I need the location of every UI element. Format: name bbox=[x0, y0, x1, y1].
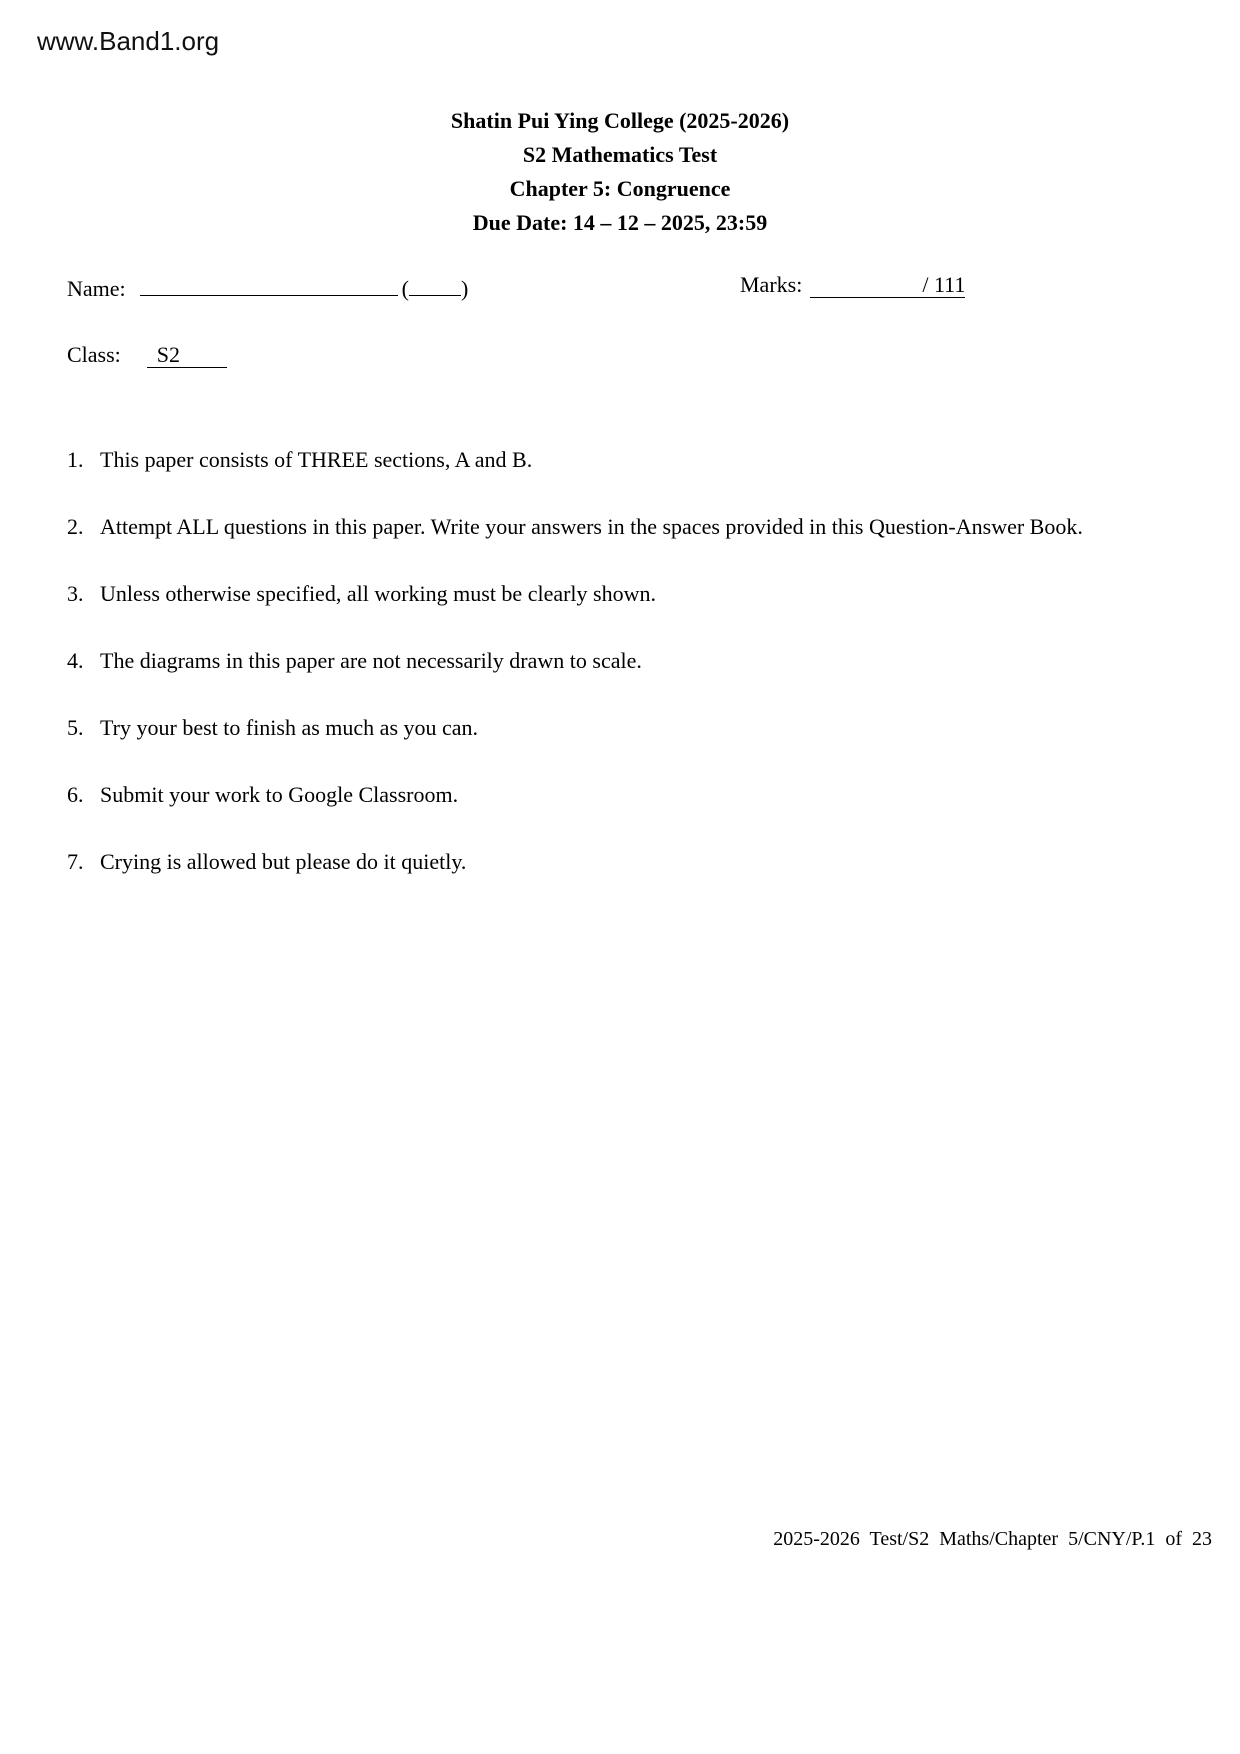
instruction-text: Try your best to finish as much as you can. bbox=[100, 715, 479, 740]
instruction-text: This paper consists of THREE sections, A and B. bbox=[100, 447, 533, 472]
watermark-url: www.Band1.org bbox=[37, 26, 220, 56]
instruction-number: 5. bbox=[67, 715, 84, 740]
instruction-number: 2. bbox=[67, 514, 84, 539]
class-number-field-line bbox=[409, 272, 461, 296]
title-block bbox=[0, 104, 1240, 240]
marks-total: / 111 bbox=[810, 272, 965, 298]
instruction-item bbox=[67, 509, 1130, 545]
instruction-item bbox=[67, 442, 1130, 478]
instruction-text: Submit your work to Google Classroom. bbox=[100, 782, 459, 807]
instruction-number: 4. bbox=[67, 648, 84, 673]
due-date: Due Date: 14 – 12 – 2025, 23:59 bbox=[472, 210, 768, 235]
class-label: Class: bbox=[67, 342, 121, 367]
chapter-title: Chapter 5: Congruence bbox=[509, 176, 731, 201]
class-number-paren-close: ) bbox=[460, 276, 469, 301]
instruction-item bbox=[67, 576, 1130, 612]
instruction-text: Attempt ALL questions in this paper. Write your answers in the spaces provided in this Question-Answer Book. bbox=[100, 514, 1083, 539]
instruction-text: The diagrams in this paper are not necessarily drawn to scale. bbox=[100, 648, 642, 673]
name-field-line bbox=[140, 272, 398, 296]
test-title: S2 Mathematics Test bbox=[522, 142, 718, 167]
instruction-number: 1. bbox=[67, 447, 84, 472]
class-number-paren-open: ( bbox=[401, 276, 409, 301]
class-group bbox=[67, 342, 227, 368]
school-title: Shatin Pui Ying College (2025-2026) bbox=[450, 108, 790, 133]
marks-group bbox=[740, 272, 965, 298]
name-label: Name: bbox=[67, 276, 126, 301]
page-footer: 2025-2026 Test/S2 Maths/Chapter 5/CNY/P.1 of 23 bbox=[773, 1528, 1212, 1550]
name-group bbox=[67, 272, 468, 302]
instruction-number: 7. bbox=[67, 849, 84, 874]
marks-label: Marks: bbox=[740, 272, 803, 297]
instruction-text: Crying is allowed but please do it quietly. bbox=[100, 849, 467, 874]
form-fields bbox=[67, 272, 1200, 367]
instructions-list bbox=[67, 442, 1130, 911]
name-marks-row bbox=[67, 272, 1200, 306]
instruction-item bbox=[67, 643, 1130, 679]
class-value: S2 bbox=[147, 342, 227, 368]
instruction-number: 6. bbox=[67, 782, 84, 807]
instruction-number: 3. bbox=[67, 581, 84, 606]
instruction-item bbox=[67, 710, 1130, 746]
instruction-item bbox=[67, 844, 1130, 880]
instruction-item bbox=[67, 777, 1130, 813]
instruction-text: Unless otherwise specified, all working must be clearly shown. bbox=[100, 581, 656, 606]
